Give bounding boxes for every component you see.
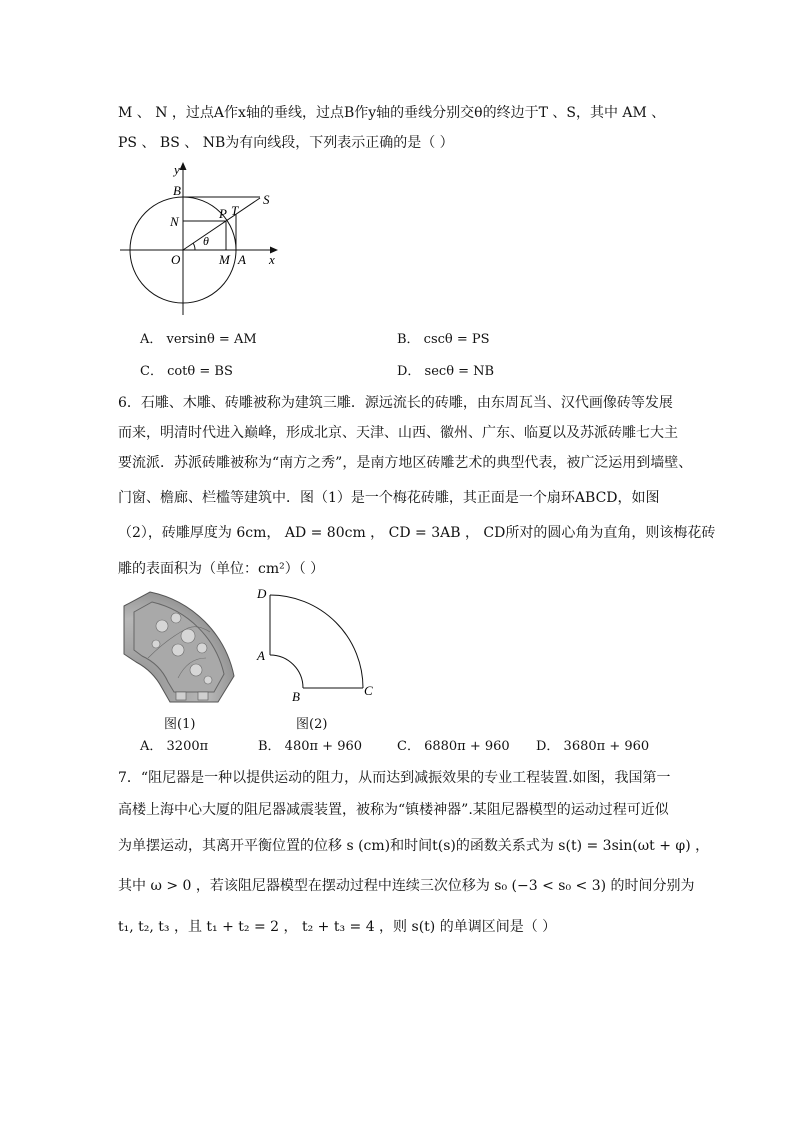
angle-arc (193, 243, 195, 250)
label-A: A (257, 648, 265, 663)
figure-1-caption: 图(1) (164, 717, 196, 732)
q6-stem-line-5: （2），砖雕厚度为 6cm， AD = 80cm ， CD = 3AB ， CD所对的圆心角为直角，则该梅花砖 (118, 525, 716, 541)
q5-option-a[interactable]: A． versinθ = AM (140, 332, 257, 347)
q5-option-b[interactable]: B． cscθ = PS (397, 332, 490, 347)
q5-stem-line-1: M 、 N ，过点A作x轴的垂线，过点B作y轴的垂线分别交θ的终边于T 、S，其中 AM 、 (118, 105, 666, 121)
corner-ornament (198, 692, 208, 700)
q6-stem-line-6: 雕的表面积为（单位：cm²）（ ） (118, 561, 325, 577)
q7-stem-line-4: 其中 ω > 0 ，若该阻尼器模型在摆动过程中连续三次位移为 s₀ (−3 < s₀ < 3) 的时间分别为 (118, 878, 695, 894)
q5-option-d[interactable]: D． secθ = NB (397, 364, 495, 379)
q7-stem-line-5: t₁, t₂, t₃ ，且 t₁ + t₂ = 2 ， t₂ + t₃ = 4 ，则 s(t) 的单调区间是（ ） (118, 919, 557, 935)
plum-brick-carving-image (118, 588, 240, 706)
label-theta: θ (203, 234, 209, 248)
q5-option-c[interactable]: C． cotθ = BS (140, 364, 233, 379)
figure-2-caption: 图(2) (296, 717, 328, 732)
unit-circle-figure (118, 160, 288, 318)
arc-AB (270, 655, 303, 688)
label-y: y (174, 162, 180, 177)
q6-stem-line-1: 6．石雕、木雕、砖雕被称为建筑三雕．源远流长的砖雕，由东周瓦当、汉代画像砖等发展 (118, 395, 673, 411)
corner-ornament (176, 692, 186, 700)
q7-stem-line-1: 7．“阻尼器是一种以提供运动的阻力，从而达到减振效果的专业工程装置.如图，我国第一 (118, 770, 671, 786)
q6-option-c[interactable]: C． 6880π + 960 (397, 739, 510, 754)
label-D: D (257, 586, 267, 601)
label-S: S (263, 192, 270, 207)
label-P: P (219, 206, 227, 221)
label-B: B (292, 689, 300, 703)
label-O: O (171, 252, 181, 267)
label-M: M (219, 252, 230, 267)
y-axis-arrow (180, 162, 187, 170)
q7-stem-line-2: 高楼上海中心大厦的阻尼器减震装置，被称为“镇楼神器”.某阻尼器模型的运动过程可近似 (118, 802, 669, 818)
label-T: T (231, 203, 239, 218)
q7-stem-line-3: 为单摆运动，其离开平衡位置的位移 s (cm)和时间t(s)的函数关系式为 s(t) = 3sin(ωt + φ) ， (118, 838, 710, 854)
label-B: B (173, 183, 181, 198)
label-x: x (269, 252, 275, 267)
label-C: C (364, 683, 373, 698)
label-A: A (238, 252, 246, 267)
q5-stem-line-2: PS 、 BS 、 NB为有向线段，下列表示正确的是（ ） (118, 135, 454, 151)
q6-stem-line-4: 门窗、檐廊、栏槛等建筑中．图（1）是一个梅花砖雕，其正面是一个扇环ABCD，如图 (118, 490, 660, 506)
q6-option-b[interactable]: B． 480π + 960 (258, 739, 363, 754)
arc-DC (270, 595, 363, 688)
q6-stem-line-3: 要流派．苏派砖雕被称为“南方之秀”，是南方地区砖雕艺术的典型代表，被广泛运用到墙壁、 (118, 455, 693, 471)
q6-option-a[interactable]: A． 3200π (140, 739, 209, 754)
q6-stem-line-2: 而来，明清时代进入巅峰，形成北京、天津、山西、徽州、广东、临夏以及苏派砖雕七大主 (118, 425, 678, 441)
q6-option-d[interactable]: D． 3680π + 960 (536, 739, 650, 754)
label-N: N (170, 214, 179, 229)
annular-sector-figure (250, 585, 380, 703)
